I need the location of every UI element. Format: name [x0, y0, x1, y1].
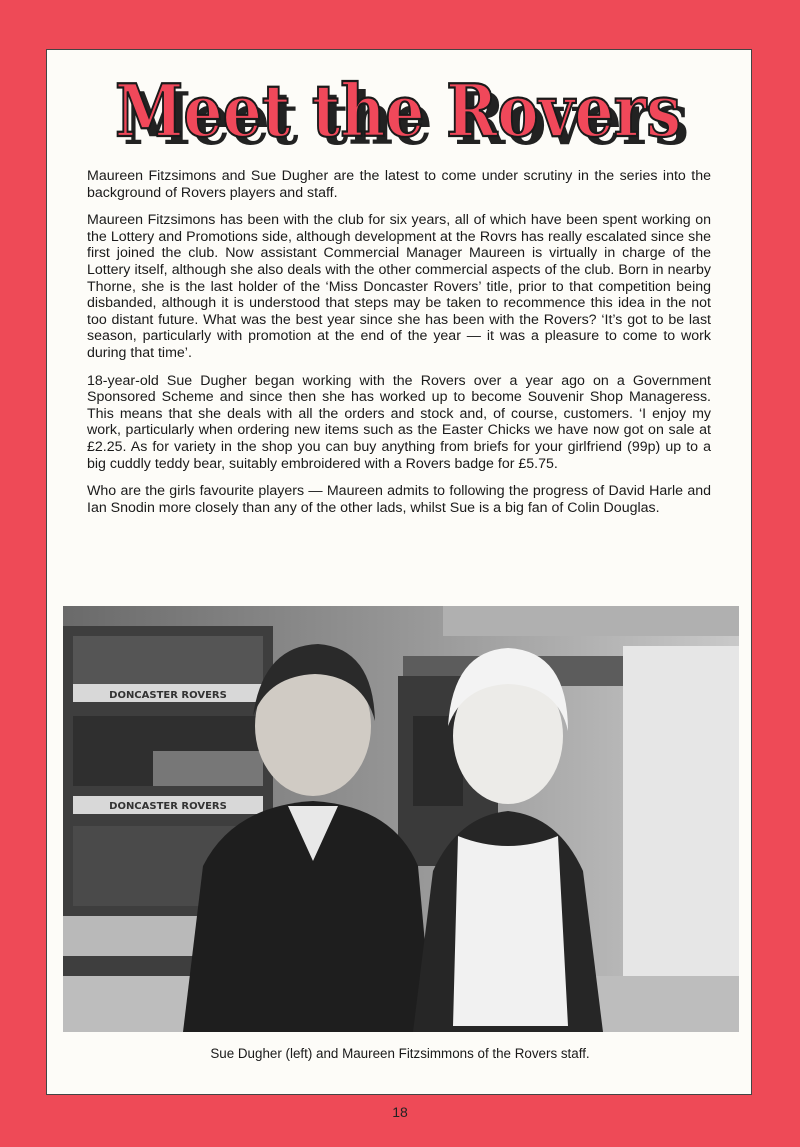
page-number: 18: [392, 1104, 408, 1120]
paragraph-maureen: Maureen Fitzsimons has been with the club for six years, all of which have been spent working on the Lottery and Promotions side, although development at the Rovrs has really escalated since she first joined the club. Now assistant Commercial Manager Maureen is virtually in charge of the Lottery itself, although she also deals with the other commercial aspects of the club. Born in nearby Thorne, she is the last holder of the ‘Miss Doncaster Rovers’ title, prior to that competition being disbanded, although it is understood that steps may be taken to recommence this idea in the not too distant future. What was the best year since she has been with the Rovers? ‘It’s got to be last season, particularly with promotion at the end of the year — it was a pleasure to come to work during that time’.: [87, 212, 711, 361]
page-title: [107, 60, 693, 160]
banner-top-text: DONCASTER ROVERS: [109, 690, 227, 701]
photo-caption: Sue Dugher (left) and Maureen Fitzsimmons of the Rovers staff.: [210, 1046, 590, 1061]
title-text: Meet the Rovers: [115, 68, 681, 153]
staff-photo: [63, 606, 739, 1032]
article-body: [87, 168, 711, 527]
paragraph-favourites: Who are the girls favourite players — Maureen admits to following the progress of David Harle and Ian Snodin more closely than any of the other lads, whilst Sue is a big fan of Colin Douglas.: [87, 483, 711, 516]
paragraph-sue: 18-year-old Sue Dugher began working with the Rovers over a year ago on a Government Sponsored Scheme and since then she has worked up to become Souvenir Shop Manageress. This means that she deals with all the orders and stock and, of course, customers. ‘I enjoy my work, particularly when ordering new items such as the Easter Chicks we have now got on sale at £2.25. As for variety in the shop you can buy anything from briefs for your girlfriend (99p) up to a big cuddly teddy bear, suitably embroidered with a Rovers badge for £5.75.: [87, 372, 711, 472]
photo-illustration: [63, 606, 739, 1032]
title-shadow: Meet the Rovers: [123, 76, 689, 160]
magazine-page: [46, 49, 752, 1095]
paragraph-intro: Maureen Fitzsimons and Sue Dugher are the latest to come under scrutiny in the series into the background of Rovers players and staff.: [87, 168, 711, 201]
banner-bottom-text: DONCASTER ROVERS: [109, 801, 227, 812]
title-graphic: [107, 60, 693, 160]
